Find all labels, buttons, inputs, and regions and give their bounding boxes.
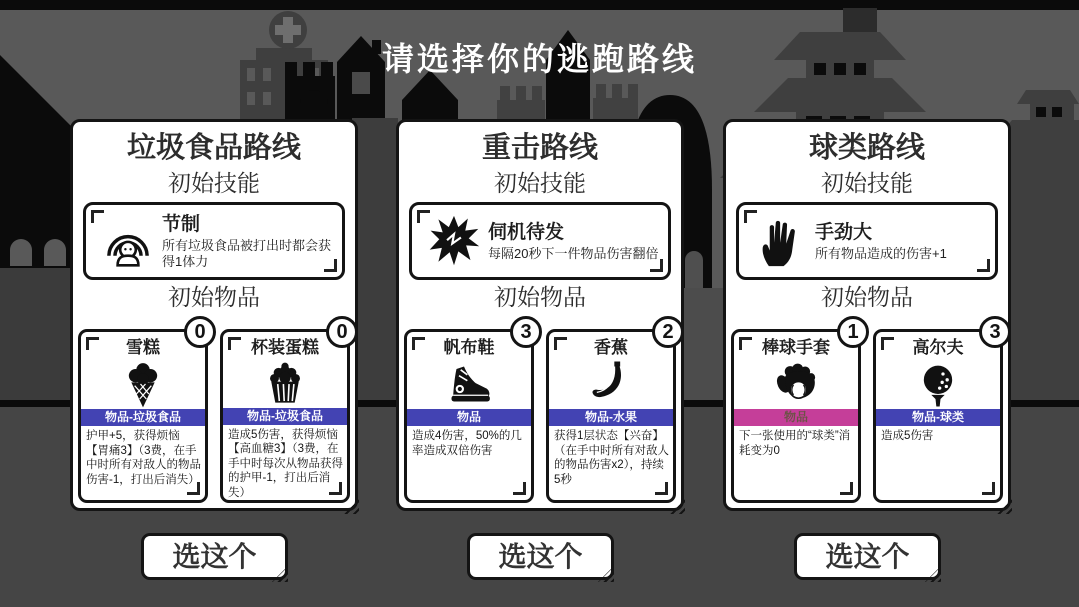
- item-card-baseball-glove: [731, 321, 861, 503]
- golf-ball-icon: [912, 359, 964, 409]
- item-name: 杯装蛋糕: [251, 338, 319, 357]
- item-count-badge: 0: [326, 316, 358, 348]
- items-section-label: 初始物品: [168, 284, 260, 310]
- route-title: 球类路线: [808, 132, 925, 164]
- building-silhouette: [352, 118, 398, 405]
- skill-name: 节制: [162, 213, 201, 235]
- item-tag: 物品: [407, 409, 531, 426]
- items-section-label: 初始物品: [494, 284, 586, 310]
- burst-icon: [428, 215, 480, 267]
- skill-description: 所有物品造成的伤害+1: [815, 245, 947, 261]
- item-card-sneaker: [404, 321, 534, 503]
- item-tag: 物品: [734, 409, 858, 426]
- item-tag: 物品-水果: [549, 409, 673, 426]
- skill-description: 每隔20秒下一件物品伤害翻倍: [488, 245, 659, 261]
- item-count-badge: 3: [979, 316, 1011, 348]
- route-title: 重击路线: [481, 132, 598, 164]
- item-description: 造成5伤害，获得烦恼【高血糖3】（3费，在手中时每次从物品获得的护甲-1，打出后消失）: [228, 428, 343, 499]
- item-tag: 物品-垃圾食品: [81, 409, 205, 426]
- skill-name: 手劲大: [815, 221, 873, 243]
- banana-icon: [585, 359, 637, 409]
- item-count-badge: 0: [184, 316, 216, 348]
- item-description: 下一张使用的“球类”消耗变为0: [739, 430, 851, 457]
- item-count-badge: 2: [652, 316, 684, 348]
- ice-cream-icon: [117, 359, 169, 409]
- page-title: 请选择你的逃跑路线: [381, 41, 697, 77]
- item-name: 高尔夫: [912, 338, 964, 357]
- item-card-ice-cream: [78, 321, 208, 503]
- item-count-badge: 1: [837, 316, 869, 348]
- skill-section-label: 初始技能: [168, 170, 260, 196]
- skill-description: 所有垃圾食品被打出时都会获得1体力: [162, 237, 332, 269]
- choose-route-2-button[interactable]: 选这个: [467, 533, 614, 580]
- skill-card: [736, 202, 998, 280]
- item-card-cupcake: [220, 321, 350, 503]
- baseball-glove-icon: [770, 359, 822, 409]
- skill-card: [409, 202, 671, 280]
- route-panel-ball: [723, 119, 1011, 511]
- item-card-banana: [546, 321, 676, 503]
- item-count-badge: 3: [510, 316, 542, 348]
- skill-section-label: 初始技能: [821, 170, 913, 196]
- skill-name: 伺机待发: [488, 221, 565, 243]
- item-tag: 物品-球类: [876, 409, 1000, 426]
- sneaker-icon: [443, 359, 495, 409]
- item-name: 香蕉: [594, 338, 628, 357]
- choose-route-1-button[interactable]: 选这个: [141, 533, 288, 580]
- skill-card: [83, 202, 345, 280]
- item-tag: 物品-垃圾食品: [223, 408, 347, 425]
- item-description: 造成4伤害，50%的几率造成双倍伤害: [412, 430, 522, 457]
- item-card-golf: [873, 321, 1003, 503]
- route-panel-heavy-hit: [396, 119, 684, 511]
- item-description: 造成5伤害: [881, 430, 934, 442]
- item-name: 雪糕: [126, 338, 160, 357]
- hand-icon: [755, 215, 807, 267]
- route-panel-junk-food: [70, 119, 358, 511]
- praying-figure-icon: [102, 215, 154, 267]
- item-description: 护甲+5，获得烦恼【胃痛3】（3费，在手中时所有对敌人的物品伤害-1，打出后消失）: [86, 430, 201, 486]
- choose-route-3-button[interactable]: 选这个: [794, 533, 941, 580]
- item-description: 获得1层状态【兴奋】（在手中时所有对敌人的物品伤害x2），持续5秒: [554, 430, 669, 486]
- item-name: 棒球手套: [762, 338, 830, 357]
- skill-section-label: 初始技能: [494, 170, 586, 196]
- item-name: 帆布鞋: [443, 338, 495, 357]
- route-title: 垃圾食品路线: [126, 132, 301, 164]
- items-section-label: 初始物品: [821, 284, 913, 310]
- cupcake-icon: [259, 359, 311, 408]
